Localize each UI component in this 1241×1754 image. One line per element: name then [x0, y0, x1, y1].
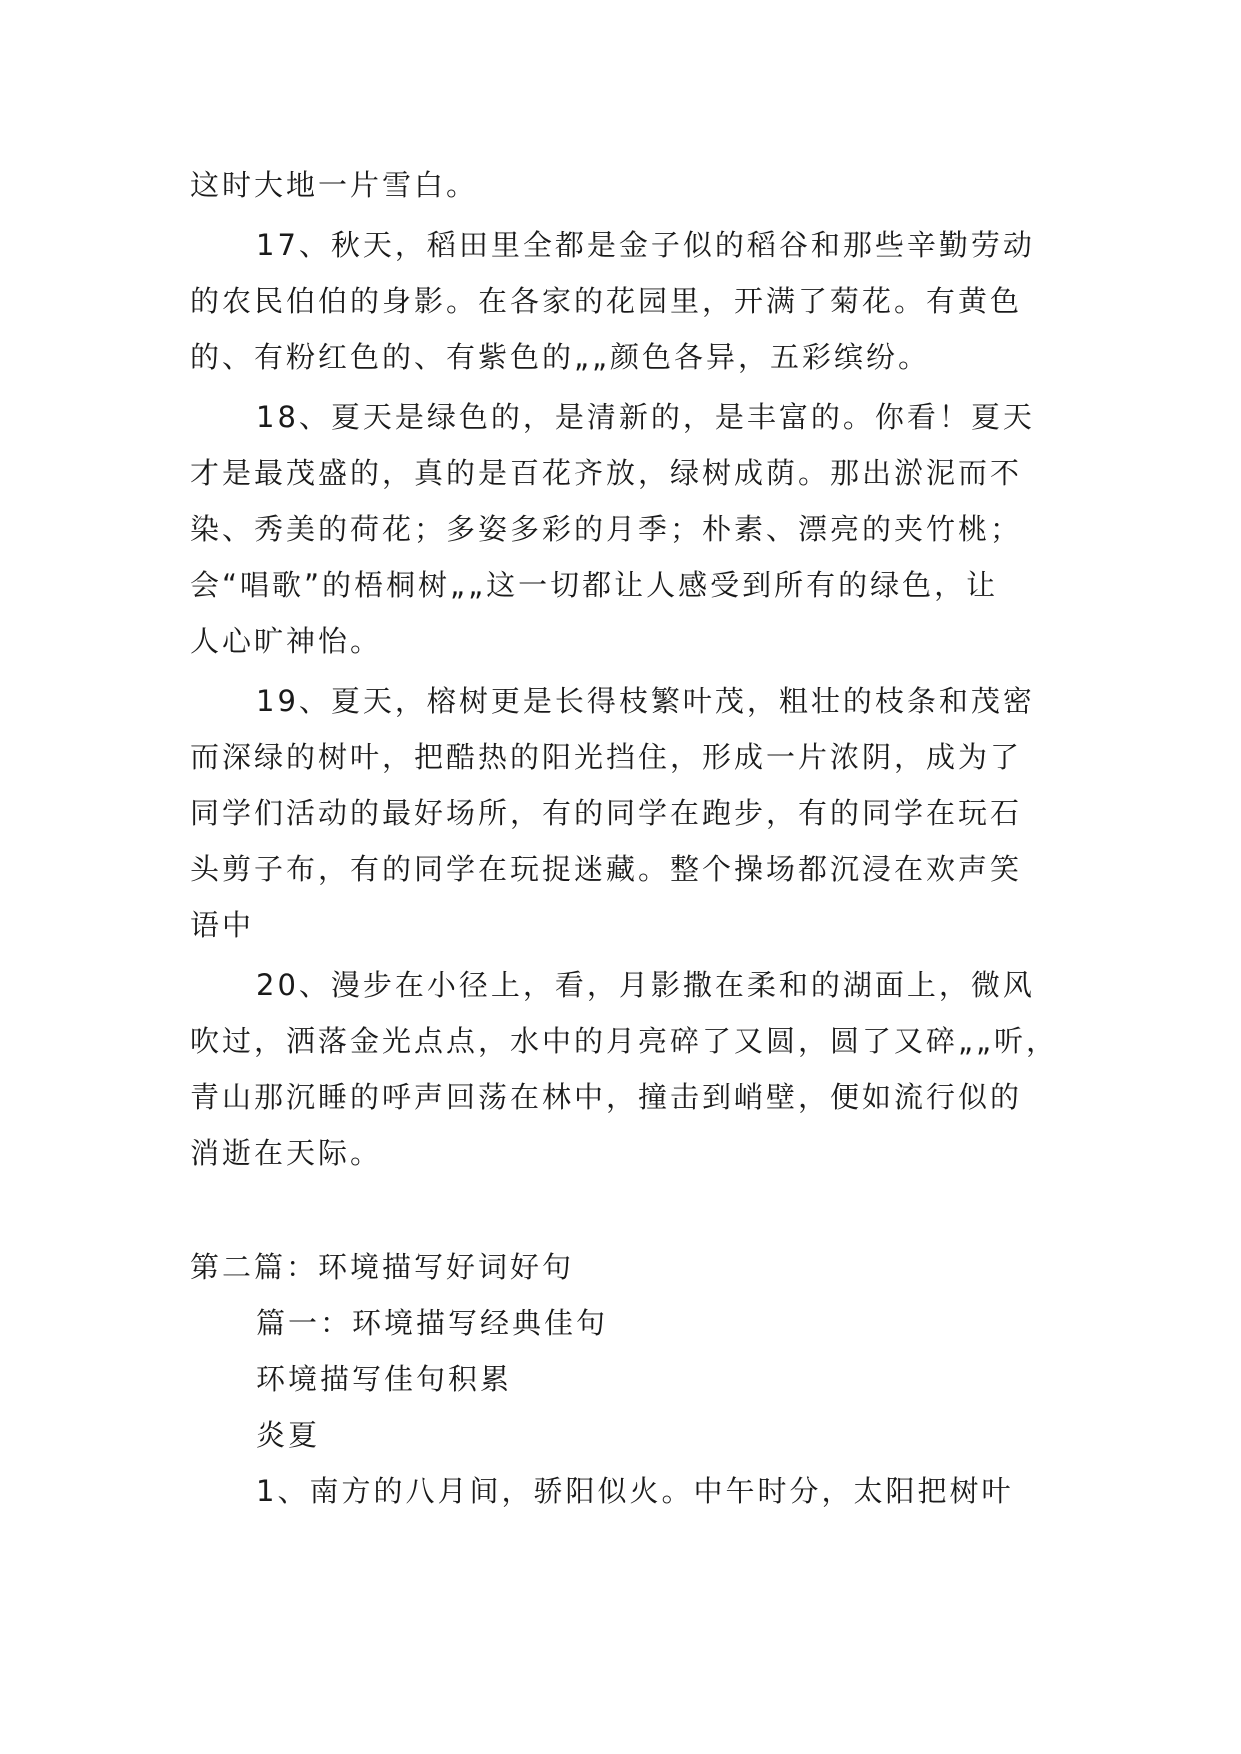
- text-line: 同学们活动的最好场所，有的同学在跑步，有的同学在玩石: [190, 796, 1023, 830]
- text-line: 染、秀美的荷花；多姿多彩的月季；朴素、漂亮的夹竹桃；: [190, 512, 1023, 546]
- text-line: 的农民伯伯的身影。在各家的花园里，开满了菊花。有黄色: [190, 284, 1023, 318]
- text-line: 吹过，洒落金光点点，水中的月亮碎了又圆，圆了又碎„„听，: [190, 1024, 1059, 1058]
- text-line: 头剪子布，有的同学在玩捉迷藏。整个操场都沉浸在欢声笑: [190, 852, 1023, 886]
- text-line: 而深绿的树叶，把酷热的阳光挡住，形成一片浓阴，成为了: [190, 740, 1023, 774]
- category-title: 炎夏: [256, 1418, 321, 1452]
- paragraph-17-start: 17、秋天，稻田里全都是金子似的稻谷和那些辛勤劳动: [256, 228, 1035, 262]
- paragraph-18-start: 18、夏天是绿色的，是清新的，是丰富的。你看！夏天: [256, 400, 1035, 434]
- subsection-title: 环境描写佳句积累: [256, 1362, 513, 1396]
- subsection-heading: 篇一：环境描写经典佳句: [256, 1306, 609, 1340]
- text-line: 语中: [190, 908, 255, 942]
- text-line: 青山那沉睡的呼声回荡在林中，撞击到峭壁，便如流行似的: [190, 1080, 1023, 1114]
- section-heading: 第二篇：环境描写好词好句: [190, 1250, 575, 1284]
- text-line: 的、有粉红色的、有紫色的„„颜色各异，五彩缤纷。: [190, 340, 931, 374]
- text-line: 会“唱歌”的梧桐树„„这一切都让人感受到所有的绿色，让: [190, 568, 999, 602]
- text-line: 才是最茂盛的，真的是百花齐放，绿树成荫。那出淤泥而不: [190, 456, 1023, 490]
- paragraph-19-start: 19、夏天，榕树更是长得枝繁叶茂，粗壮的枝条和茂密: [256, 684, 1035, 718]
- paragraph-20-start: 20、漫步在小径上，看，月影撒在柔和的湖面上，微风: [256, 968, 1035, 1002]
- text-line: 这时大地一片雪白。: [190, 168, 479, 202]
- text-line: 人心旷神怡。: [190, 624, 383, 658]
- text-line: 消逝在天际。: [190, 1136, 383, 1170]
- paragraph-1-start: 1、南方的八月间，骄阳似火。中午时分，太阳把树叶: [256, 1474, 1014, 1508]
